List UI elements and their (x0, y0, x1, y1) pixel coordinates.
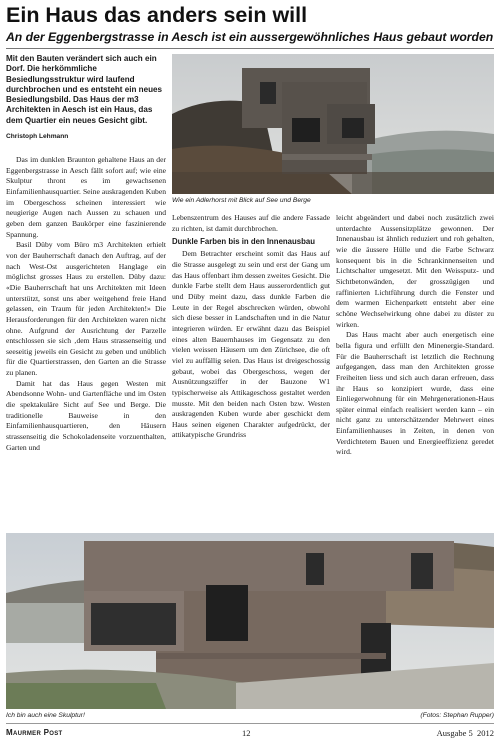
paragraph: Das im dunklen Braunton gehaltene Haus an der Eggenbergstrasse in Aesch fällt sofort auf; wie eine Skulptur thront es im gewachsenen Einfamilienhausquartier. Seine auskragenden Kuben im Obergeschoss scheinen interessiert wie neugierige Augen nach Aussen zu schauen und geben dem ganzen Baukörper eine faszinierende Spannung. (6, 155, 166, 239)
paragraph: Das Haus macht aber auch energetisch eine bella figura und erfüllt den Minenergie-Standard. Für die Bauherrschaft ist letztlich die Rechnung aufgegangen, dass man den Architekten grosse Freiheiten liess und sich auch daran erfreuen, dass ihr Haus so konzipiert wurde, dass eine Einliegerwohnung für ein Mehrgenerationen-Haus später einmal einfach realisiert werden kann – ein nicht ganz zu unterschätzender Mehrwert eines Einfamilienhauses in Zeiten, in denen von Verdichtetem Bauen und Energieeffizienz geredet wird. (336, 330, 494, 457)
text-column-1 (6, 155, 166, 453)
footer-divider (6, 723, 494, 724)
paragraph: Lebenszentrum des Hauses auf die andere Fassade zu richten, ist damit durchbrochen. (172, 213, 330, 233)
section-heading: Dunkle Farben bis in den Innenausbau (172, 237, 315, 247)
article-headline: Ein Haus das anders sein will (6, 3, 308, 27)
issue-year: 2012 (477, 728, 494, 738)
house-photo-hillside (172, 54, 494, 194)
photo-caption-bottom: Ich bin auch eine Skulptur! (6, 712, 85, 719)
article-author: Christoph Lehmann (6, 133, 69, 140)
footer-issue (437, 728, 494, 738)
paragraph: Damit hat das Haus gegen Westen mit Abendsonne Wohn- und Gartenfläche und im Osten die spektakuläre Sicht auf See und Berge. Die traditionelle Bauweise in den Einfamilienhausquartieren, den Häusern strassenseitig die Schokoladenseite vorzuenthalten, Garten und (6, 378, 166, 452)
header-divider (6, 48, 494, 49)
issue-label: Ausgabe 5 (436, 728, 473, 738)
article-lead: Mit den Bauten verändert sich auch ein Dorf. Die herkömmliche Besiedlungsstruktur wird laufend durchbrochen und es entsteht ein neues Besiedlungsbild. Das Haus der m3 Architekten in Aesch ist ein Haus, das dem Quartier ein neues Gesicht gibt. (6, 54, 163, 125)
paragraph: Dem Betrachter erscheint somit das Haus auf die Strasse ausgelegt zu sein und erst der Gang um das Haus offenbart ihm dessen zweites Gesicht. Die dunkle Farbe stellt dem Haus ausserordentlich gut und Düby meint dazu, dass dunkle Farben die Leute in der Regel abschrecken würden, obwohl sich diese besser in Landschaften und in die Natur integrieren würden. Er erwähnt dazu das Beispiel eines alten Bauernhauses im Gegensatz zu den vielen weissen Häusern um den Zürichsee, die oft viel zu auffällig seien. Das Haus ist dreigeschossig gebaut, wobei das Obergeschoss, wegen der Ausnützungsziffer in der Bauzone W1 typischerweise als Attikageschoss gestaltet werden musste. Mit den beiden nach Osten bzw. Westen auskragenden Kuben wurde aber geschickt dem Haus seinen eigenen Charakter aufgedrückt, der attikatypische Grundriss (172, 249, 330, 440)
footer-page-number: 12 (242, 728, 251, 738)
house-photo-street (6, 533, 494, 709)
text-column-3 (336, 213, 494, 458)
footer-brand: Maurmer Post (6, 728, 63, 737)
paragraph: leicht abgeändert und dabei noch zusätzlich zwei unterdachte Aussensitzplätze gewonnen. Der Innenausbau ist ähnlich reduziert und roh gehalten, wie die äussere Hülle und die Farbe Schwarz konsequent bis in die Schrankinnenseiten und Lichtschalter umgesetzt. Mit den Weissputz- und Sichtbetonwänden, der grosszügigen und raffinierten Lichtführung durch die Fenster und dem warmen Eichenparkett entsteht aber eine schöne Wechselwirkung ohne dabei zu düster zu wirken. (336, 213, 494, 329)
photo-caption-top: Wie ein Adlerhorst mit Blick auf See und Berge (172, 197, 311, 204)
paragraph: Basil Düby vom Büro m3 Architekten erhielt von der Bauherrschaft danach den Auftrag, auf der nach West-Ost ausgerichteten Hanglage ein möglichst grosses Haus zu erstellen. Düby dazu: «Die Bauherrschaft hat uns Architekten mit Ideen unterstützt, sonst uns aber weitgehend freie Hand gelassen, ein Traum für jeden Architekten!» Die Herausforderungen für den Architekten waren nicht ohne. Aufgrund der Ausrichtung der Parzelle entschlossen sie sich ‚dem Haus strassenseitig und seeseitig jeweils ein Gesicht zu geben und unüblich für die Quartierstrassen, den Garten an die Strasse zu planen. (6, 240, 166, 378)
photo-credit: (Fotos: Stephan Rupper) (420, 712, 494, 719)
text-column-2 (172, 213, 330, 441)
article-subheadline: An der Eggenbergstrasse in Aesch ist ein aussergewöhnliches Haus gebaut worden (6, 30, 494, 44)
